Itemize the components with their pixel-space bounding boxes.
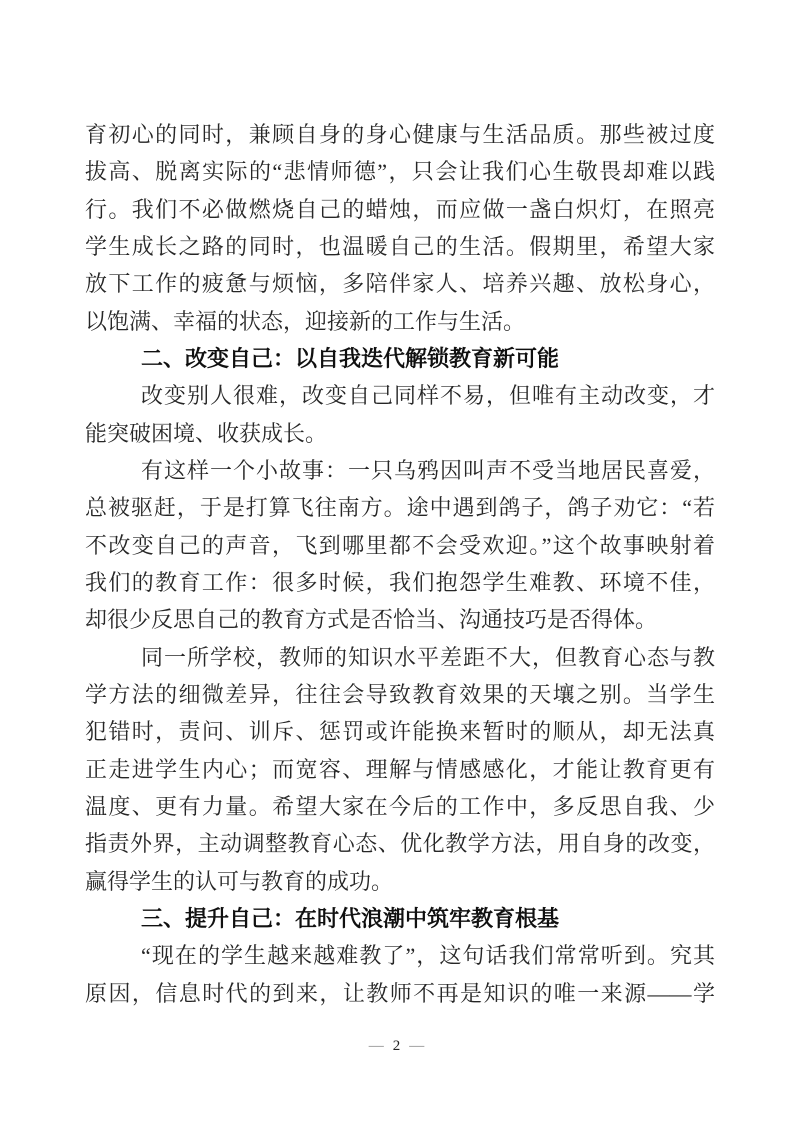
text-line: 育初心的同时，兼顾自身的身心健康与生活品质。那些被过度	[85, 122, 715, 147]
text-line: 原因，信息时代的到来，让教师不再是知识的唯一来源——学	[85, 980, 715, 1006]
text-line: 总被驱赶，于是打算飞往南方。途中遇到鸽子，鸽子劝它：“若	[85, 495, 715, 521]
footer-dash-left: —	[368, 1038, 384, 1054]
text-line: 却很少反思自己的教育方式是否恰当、沟通技巧是否得体。	[85, 607, 658, 633]
text-line: 行。我们不必做燃烧自己的蜡烛，而应做一盏白炽灯，在照亮	[85, 196, 715, 222]
text-line: 学生成长之路的同时，也温暖自己的生活。假期里，希望大家	[85, 233, 715, 259]
text-line: “现在的学生越来越难教了”，这句话我们常常听到。究其	[141, 943, 715, 969]
text-line: 犯错时，责问、训斥、惩罚或许能换来暂时的顺从，却无法真	[85, 719, 715, 745]
footer-dash-right: —	[409, 1038, 425, 1054]
text-line: 学方法的细微差异，往往会导致教育效果的天壤之别。当学生	[85, 681, 715, 707]
page-number: 2	[392, 1038, 401, 1054]
page-footer	[0, 1038, 793, 1055]
text-line: 指责外界，主动调整教育心态、优化教学方法，用自身的改变，	[85, 831, 715, 857]
text-line: 同一所学校，教师的知识水平差距不大，但教育心态与教	[141, 644, 715, 670]
document-body	[85, 116, 715, 1012]
section-heading-2: 二、改变自己：以自我迭代解锁教育新可能	[141, 345, 560, 371]
text-line: 温度、更有力量。希望大家在今后的工作中，多反思自我、少	[85, 793, 715, 819]
text-line: 有这样一个小故事：一只乌鸦因叫声不受当地居民喜爱，	[141, 457, 715, 483]
section-heading-3: 三、提升自己：在时代浪潮中筑牢教育根基	[141, 905, 560, 931]
text-line: 我们的教育工作：很多时候，我们抱怨学生难教、环境不佳，	[85, 569, 715, 595]
text-line: 放下工作的疲惫与烦恼，多陪伴家人、培养兴趣、放松身心，	[85, 271, 715, 297]
text-line: 不改变自己的声音，飞到哪里都不会受欢迎。”这个故事映射着	[85, 532, 715, 558]
text-line: 改变别人很难，改变自己同样不易，但唯有主动改变，才	[141, 383, 715, 409]
text-line: 能突破困境、收获成长。	[85, 420, 328, 446]
text-line: 正走进学生内心；而宽容、理解与情感感化，才能让教育更有	[85, 756, 715, 782]
text-line: 拔高、脱离实际的“悲情师德”，只会让我们心生敬畏却难以践	[85, 159, 715, 185]
text-line: 以饱满、幸福的状态，迎接新的工作与生活。	[85, 308, 526, 334]
text-line: 赢得学生的认可与教育的成功。	[85, 868, 394, 894]
